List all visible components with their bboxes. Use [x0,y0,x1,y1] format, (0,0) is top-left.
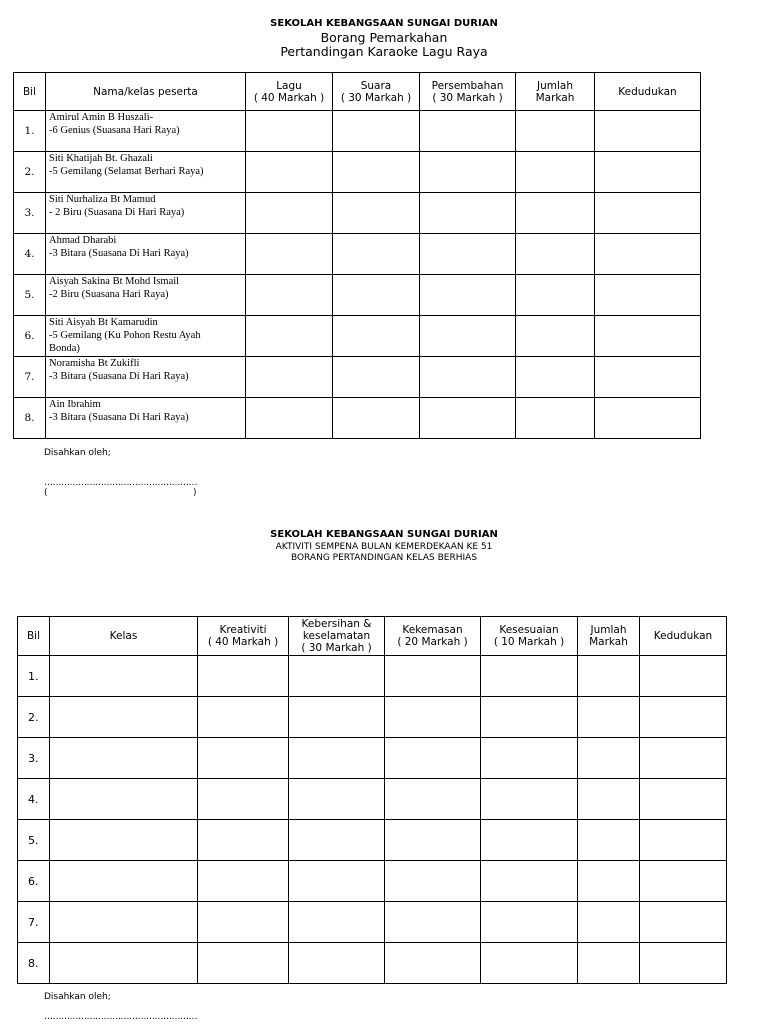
score-kesesuaian-cell[interactable] [481,779,578,820]
position-cell[interactable] [640,738,727,779]
score-kebersihan-cell[interactable] [289,779,385,820]
participant-class-line: -3 Bitara (Suasana Di Hari Raya) [49,248,189,259]
score-kekemasan-cell[interactable] [385,943,481,984]
total-cell[interactable] [516,234,595,275]
score-kekemasan-cell[interactable] [385,738,481,779]
header-persembahan [420,73,516,111]
form2-activity-title: AKTIVITI SEMPENA BULAN KEMERDEKAAN KE 51 [275,542,493,552]
table-row [18,820,727,861]
kelas-cell[interactable] [50,779,198,820]
kelas-cell[interactable] [50,943,198,984]
header-kebersihan [289,617,385,656]
row-number: 1. [14,111,46,152]
header-kedudukan: Kedudukan [595,73,701,111]
score-persembahan-cell[interactable] [420,193,516,234]
score-persembahan-cell[interactable] [420,234,516,275]
position-cell[interactable] [595,234,701,275]
participant-name [46,357,246,398]
row-number: 8. [14,398,46,439]
score-persembahan-cell[interactable] [420,316,516,357]
form2-event-title: BORANG PERTANDINGAN KELAS BERHIAS [290,553,478,563]
participant-name [46,316,246,357]
score-kreativiti-cell[interactable] [198,779,289,820]
table-row [14,152,701,193]
header-suara-label: Suara [360,79,392,92]
score-persembahan-cell[interactable] [420,275,516,316]
row-number: 5. [14,275,46,316]
score-lagu-cell[interactable] [246,111,333,152]
header-kedudukan: Kedudukan [640,617,727,656]
form2-school-title: SEKOLAH KEBANGSAAN SUNGAI DURIAN [270,529,498,540]
form2-signature-line: ……………………………………………… [44,1012,197,1022]
header-jumlah-label: Jumlah [590,624,627,636]
table-row [14,398,701,439]
kelas-cell[interactable] [50,697,198,738]
total-cell[interactable] [578,861,640,902]
header-jumlah [516,73,595,111]
form2-signature-label: Disahkan oleh; [44,992,111,1002]
score-persembahan-cell[interactable] [420,152,516,193]
table-row [18,779,727,820]
participant-name [46,111,246,152]
participant-name-line: Aisyah Sakina Bt Mohd Ismail [49,276,180,287]
header-persembahan-marks: ( 30 Markah ) [432,91,503,104]
row-number: 4. [18,779,50,820]
form1-signature-line: ……………………………………………… [44,478,197,488]
total-cell[interactable] [578,738,640,779]
form1-school-title: SEKOLAH KEBANGSAAN SUNGAI DURIAN [270,18,498,29]
score-suara-cell[interactable] [333,275,420,316]
header-kreativiti-label: Kreativiti [219,624,267,636]
score-persembahan-cell[interactable] [420,398,516,439]
score-lagu-cell[interactable] [246,152,333,193]
header-lagu-label: Lagu [276,79,302,92]
table-row [14,275,701,316]
kelas-cell[interactable] [50,738,198,779]
form1-header-row [14,73,701,111]
table-row [18,902,727,943]
score-kebersihan-cell[interactable] [289,943,385,984]
header-jumlah-label2: Markah [535,91,575,104]
form1-signature-open-paren: ( [44,488,48,498]
score-kesesuaian-cell[interactable] [481,738,578,779]
score-kesesuaian-cell[interactable] [481,820,578,861]
row-number: 8. [18,943,50,984]
score-kekemasan-cell[interactable] [385,820,481,861]
score-suara-cell[interactable] [333,357,420,398]
table-row [18,738,727,779]
position-cell[interactable] [595,152,701,193]
score-kreativiti-cell[interactable] [198,820,289,861]
participant-name-line: Siti Aisyah Bt Kamarudin [49,317,158,328]
score-kebersihan-cell[interactable] [289,656,385,697]
total-cell[interactable] [578,820,640,861]
header-kebersihan-marks: ( 30 Markah ) [301,642,372,654]
header-lagu [246,73,333,111]
participant-name-line: Amirul Amin B Huszali- [49,112,154,123]
participant-name [46,275,246,316]
participant-name [46,234,246,275]
header-kekemasan-marks: ( 20 Markah ) [397,636,468,648]
score-lagu-cell[interactable] [246,316,333,357]
score-kekemasan-cell[interactable] [385,697,481,738]
score-kebersihan-cell[interactable] [289,738,385,779]
score-persembahan-cell[interactable] [420,111,516,152]
position-cell[interactable] [640,861,727,902]
total-cell[interactable] [578,697,640,738]
kelas-cell[interactable] [50,656,198,697]
position-cell[interactable] [595,111,701,152]
participant-name-line: Siti Khatijah Bt. Ghazali [49,153,153,164]
row-number: 2. [14,152,46,193]
score-lagu-cell[interactable] [246,357,333,398]
header-kesesuaian [481,617,578,656]
table-row [14,193,701,234]
score-kebersihan-cell[interactable] [289,820,385,861]
participant-class-line: - 2 Biru (Suasana Di Hari Raya) [49,207,185,218]
score-suara-cell[interactable] [333,316,420,357]
header-keselamatan-label: keselamatan [302,630,371,642]
header-kesesuaian-marks: ( 10 Markah ) [493,636,565,648]
header-kreativiti [198,617,289,656]
form1-signature-close-paren: ) [193,488,197,498]
score-kreativiti-cell[interactable] [198,902,289,943]
total-cell[interactable] [516,316,595,357]
participant-name [46,398,246,439]
header-kebersihan-label: Kebersihan & [301,618,372,630]
score-suara-cell[interactable] [333,234,420,275]
form2-score-table [17,616,727,984]
score-kekemasan-cell[interactable] [385,861,481,902]
score-kesesuaian-cell[interactable] [481,697,578,738]
score-lagu-cell[interactable] [246,398,333,439]
position-cell[interactable] [640,820,727,861]
header-jumlah-label2: Markah [589,636,628,648]
participant-class-line: -5 Gemilang (Selamat Berhari Raya) [49,166,204,177]
form1-signature-label: Disahkan oleh; [44,448,111,458]
header-persembahan-label: Persembahan [431,79,504,92]
score-kekemasan-cell[interactable] [385,902,481,943]
score-persembahan-cell[interactable] [420,357,516,398]
total-cell[interactable] [578,656,640,697]
score-kebersihan-cell[interactable] [289,902,385,943]
score-lagu-cell[interactable] [246,234,333,275]
header-jumlah [578,617,640,656]
position-cell[interactable] [595,398,701,439]
score-kebersihan-cell[interactable] [289,697,385,738]
score-lagu-cell[interactable] [246,275,333,316]
score-suara-cell[interactable] [333,152,420,193]
position-cell[interactable] [640,902,727,943]
table-row [14,234,701,275]
row-number: 2. [18,697,50,738]
row-number: 6. [14,316,46,357]
header-kesesuaian-label: Kesesuaian [499,624,559,636]
position-cell[interactable] [640,943,727,984]
participant-class-line: -2 Biru (Suasana Hari Raya) [49,289,169,300]
score-lagu-cell[interactable] [246,193,333,234]
kelas-cell[interactable] [50,861,198,902]
total-cell[interactable] [516,193,595,234]
table-row [14,316,701,357]
score-kreativiti-cell[interactable] [198,697,289,738]
score-kesesuaian-cell[interactable] [481,861,578,902]
total-cell[interactable] [516,357,595,398]
participant-name-line: Ahmad Dharabi [49,235,117,246]
position-cell[interactable] [595,275,701,316]
participant-name [46,193,246,234]
total-cell[interactable] [578,779,640,820]
score-kreativiti-cell[interactable] [198,943,289,984]
score-suara-cell[interactable] [333,193,420,234]
total-cell[interactable] [578,902,640,943]
table-row [14,357,701,398]
header-kreativiti-marks: ( 40 Markah ) [207,636,279,648]
score-suara-cell[interactable] [333,111,420,152]
form2-header-row [18,617,727,656]
row-number: 3. [14,193,46,234]
row-number: 3. [18,738,50,779]
score-kesesuaian-cell[interactable] [481,656,578,697]
participant-name-line: Noramisha Bt Zukifli [49,358,140,369]
table-row [18,697,727,738]
header-name: Nama/kelas peserta [46,73,246,111]
score-kebersihan-cell[interactable] [289,861,385,902]
total-cell[interactable] [516,111,595,152]
total-cell[interactable] [516,275,595,316]
form1-score-table [13,72,701,439]
participant-class-line-cont: Bonda) [49,343,80,354]
participant-name-line: Ain Ibrahim [49,399,101,410]
total-cell[interactable] [578,943,640,984]
position-cell[interactable] [640,656,727,697]
table-row [18,861,727,902]
header-jumlah-label: Jumlah [537,79,573,92]
row-number: 5. [18,820,50,861]
position-cell[interactable] [595,193,701,234]
position-cell[interactable] [595,357,701,398]
row-number: 6. [18,861,50,902]
participant-class-line: -3 Bitara (Suasana Di Hari Raya) [49,412,189,423]
row-number: 4. [14,234,46,275]
header-bil: Bil [14,73,46,111]
header-kelas: Kelas [50,617,198,656]
form1-subtitle: Borang Pemarkahan [320,30,448,45]
score-kesesuaian-cell[interactable] [481,902,578,943]
score-kesesuaian-cell[interactable] [481,943,578,984]
table-row [14,111,701,152]
score-suara-cell[interactable] [333,398,420,439]
total-cell[interactable] [516,398,595,439]
score-kekemasan-cell[interactable] [385,656,481,697]
score-kreativiti-cell[interactable] [198,656,289,697]
participant-name [46,152,246,193]
participant-class-line: -3 Bitara (Suasana Di Hari Raya) [49,371,189,382]
header-kekemasan-label: Kekemasan [402,624,463,636]
score-kekemasan-cell[interactable] [385,779,481,820]
position-cell[interactable] [640,779,727,820]
score-kreativiti-cell[interactable] [198,738,289,779]
score-kreativiti-cell[interactable] [198,861,289,902]
kelas-cell[interactable] [50,902,198,943]
header-suara [333,73,420,111]
form1-event-title: Pertandingan Karaoke Lagu Raya [280,44,488,59]
header-suara-marks: ( 30 Markah ) [340,91,412,104]
position-cell[interactable] [595,316,701,357]
table-row [18,656,727,697]
header-lagu-marks: ( 40 Markah ) [253,91,325,104]
row-number: 7. [14,357,46,398]
participant-name-line: Siti Nurhaliza Bt Mamud [49,194,156,205]
participant-class-line: -5 Gemilang (Ku Pohon Restu Ayah [49,330,201,341]
header-bil: Bil [18,617,50,656]
row-number: 1. [18,656,50,697]
participant-class-line: -6 Genius (Suasana Hari Raya) [49,125,180,136]
position-cell[interactable] [640,697,727,738]
header-kekemasan [385,617,481,656]
row-number: 7. [18,902,50,943]
kelas-cell[interactable] [50,820,198,861]
total-cell[interactable] [516,152,595,193]
table-row [18,943,727,984]
